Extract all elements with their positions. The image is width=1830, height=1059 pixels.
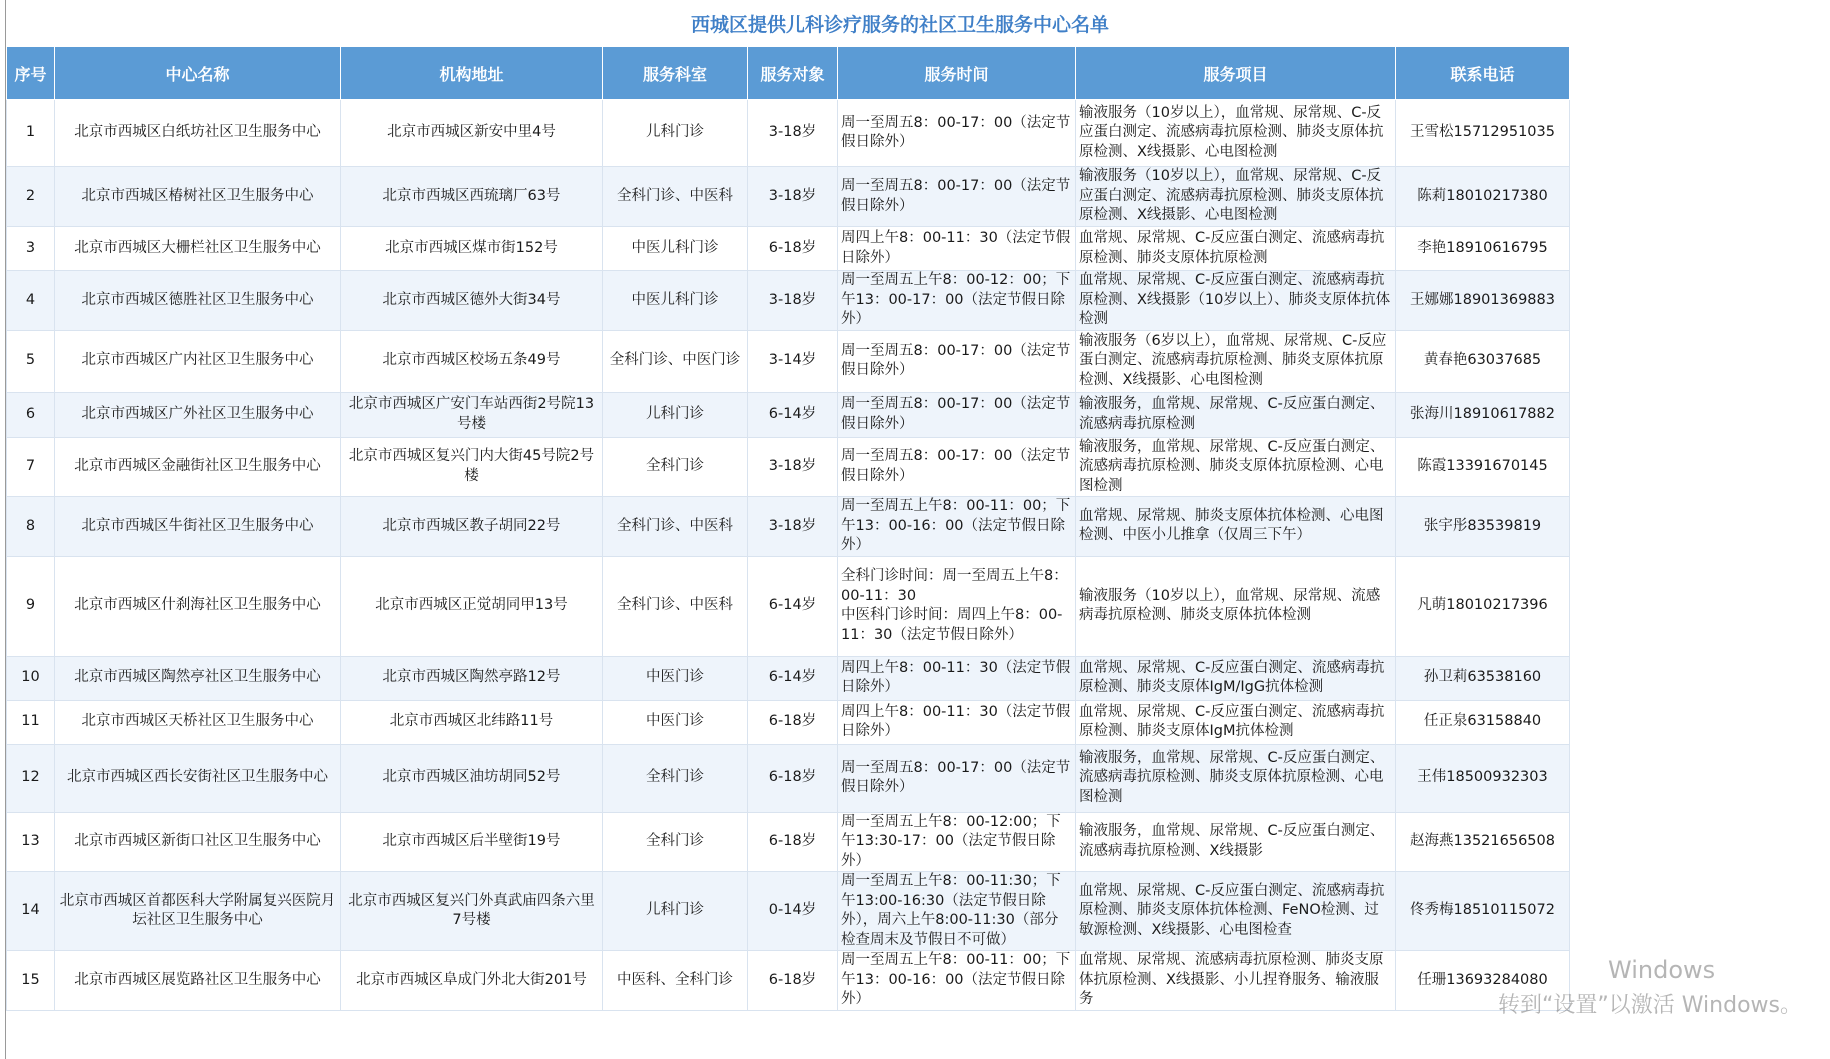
cell-time: 周四上午8：00-11：30（法定节假日除外） bbox=[838, 227, 1076, 271]
cell-dept: 中医门诊 bbox=[603, 656, 748, 700]
cell-phone: 张宇彤83539819 bbox=[1396, 497, 1570, 557]
cell-items: 血常规、尿常规、C-反应蛋白测定、流感病毒抗原检测、肺炎支原体IgM抗体检测 bbox=[1076, 700, 1396, 744]
page-title: 西城区提供儿科诊疗服务的社区卫生服务中心名单 bbox=[690, 13, 1109, 36]
table-row bbox=[7, 227, 1570, 271]
cell-address: 北京市西城区油坊胡同52号 bbox=[341, 744, 603, 812]
cell-phone: 凡萌18010217396 bbox=[1396, 556, 1570, 656]
header-target: 服务对象 bbox=[748, 47, 838, 100]
table-row bbox=[7, 744, 1570, 812]
cell-time: 周一至周五上午8：00-11：00；下午13：00-16：00（法定节假日除外） bbox=[838, 951, 1076, 1011]
cell-name: 北京市西城区德胜社区卫生服务中心 bbox=[55, 271, 341, 331]
cell-dept: 中医儿科门诊 bbox=[603, 227, 748, 271]
cell-target: 0-14岁 bbox=[748, 872, 838, 951]
cell-no: 15 bbox=[7, 951, 55, 1011]
cell-target: 6-18岁 bbox=[748, 744, 838, 812]
cell-address: 北京市西城区复兴门内大街45号院2号楼 bbox=[341, 437, 603, 497]
watermark-line1: Windows bbox=[1608, 956, 1716, 984]
cell-no: 11 bbox=[7, 700, 55, 744]
table-row bbox=[7, 437, 1570, 497]
header-phone: 联系电话 bbox=[1396, 47, 1570, 100]
cell-target: 3-18岁 bbox=[748, 271, 838, 331]
cell-name: 北京市西城区西长安街社区卫生服务中心 bbox=[55, 744, 341, 812]
cell-time: 周一至周五上午8：00-12:00；下午13:30-17：00（法定节假日除外） bbox=[838, 812, 1076, 872]
header-row bbox=[7, 47, 1570, 100]
cell-items: 输液服务，血常规、尿常规、C-反应蛋白测定、流感病毒抗原检测、肺炎支原体抗原检测、心电图检测 bbox=[1076, 437, 1396, 497]
cell-time: 周一至周五上午8：00-11：00；下午13：00-16：00（法定节假日除外） bbox=[838, 497, 1076, 557]
header-dept: 服务科室 bbox=[603, 47, 748, 100]
table-row bbox=[7, 167, 1570, 227]
header-items: 服务项目 bbox=[1076, 47, 1396, 100]
cell-target: 6-18岁 bbox=[748, 951, 838, 1011]
cell-dept: 儿科门诊 bbox=[603, 872, 748, 951]
cell-no: 13 bbox=[7, 812, 55, 872]
table-row bbox=[7, 872, 1570, 951]
cell-target: 3-14岁 bbox=[748, 330, 838, 392]
cell-target: 3-18岁 bbox=[748, 100, 838, 167]
cell-dept: 中医门诊 bbox=[603, 700, 748, 744]
cell-target: 3-18岁 bbox=[748, 167, 838, 227]
table-row bbox=[7, 700, 1570, 744]
cell-target: 6-18岁 bbox=[748, 700, 838, 744]
cell-no: 2 bbox=[7, 167, 55, 227]
cell-items: 血常规、尿常规、肺炎支原体抗体检测、心电图检测、中医小儿推拿（仅周三下午） bbox=[1076, 497, 1396, 557]
cell-items: 血常规、尿常规、C-反应蛋白测定、流感病毒抗原检测、肺炎支原体IgM/IgG抗体检测 bbox=[1076, 656, 1396, 700]
cell-phone: 任正泉63158840 bbox=[1396, 700, 1570, 744]
cell-dept: 中医科、全科门诊 bbox=[603, 951, 748, 1011]
table-row bbox=[7, 497, 1570, 557]
cell-items: 输液服务，血常规、尿常规、C-反应蛋白测定、流感病毒抗原检测、肺炎支原体抗原检测、心电图检测 bbox=[1076, 744, 1396, 812]
cell-name: 北京市西城区牛街社区卫生服务中心 bbox=[55, 497, 341, 557]
cell-name: 北京市西城区大栅栏社区卫生服务中心 bbox=[55, 227, 341, 271]
cell-phone: 王娜娜18901369883 bbox=[1396, 271, 1570, 331]
cell-address: 北京市西城区北纬路11号 bbox=[341, 700, 603, 744]
cell-items: 输液服务，血常规、尿常规、C-反应蛋白测定、流感病毒抗原检测、X线摄影 bbox=[1076, 812, 1396, 872]
cell-address: 北京市西城区广安门车站西街2号院13号楼 bbox=[341, 392, 603, 437]
cell-name: 北京市西城区天桥社区卫生服务中心 bbox=[55, 700, 341, 744]
cell-name: 北京市西城区金融街社区卫生服务中心 bbox=[55, 437, 341, 497]
cell-time: 周四上午8：00-11：30（法定节假日除外） bbox=[838, 700, 1076, 744]
cell-name: 北京市西城区椿树社区卫生服务中心 bbox=[55, 167, 341, 227]
cell-dept: 儿科门诊 bbox=[603, 392, 748, 437]
cell-address: 北京市西城区德外大街34号 bbox=[341, 271, 603, 331]
cell-time: 周一至周五8：00-17：00（法定节假日除外） bbox=[838, 330, 1076, 392]
cell-name: 北京市西城区首都医科大学附属复兴医院月坛社区卫生服务中心 bbox=[55, 872, 341, 951]
cell-name: 北京市西城区白纸坊社区卫生服务中心 bbox=[55, 100, 341, 167]
cell-address: 北京市西城区西琉璃厂63号 bbox=[341, 167, 603, 227]
cell-target: 6-14岁 bbox=[748, 556, 838, 656]
cell-phone: 赵海燕13521656508 bbox=[1396, 812, 1570, 872]
cell-items: 血常规、尿常规、流感病毒抗原检测、肺炎支原体抗原检测、X线摄影、小儿捏脊服务、输液服务 bbox=[1076, 951, 1396, 1011]
cell-address: 北京市西城区新安中里4号 bbox=[341, 100, 603, 167]
header-no: 序号 bbox=[7, 47, 55, 100]
cell-time: 周四上午8：00-11：30（法定节假日除外） bbox=[838, 656, 1076, 700]
cell-name: 北京市西城区展览路社区卫生服务中心 bbox=[55, 951, 341, 1011]
cell-phone: 张海川18910617882 bbox=[1396, 392, 1570, 437]
cell-address: 北京市西城区煤市街152号 bbox=[341, 227, 603, 271]
cell-time: 周一至周五8：00-17：00（法定节假日除外） bbox=[838, 167, 1076, 227]
cell-dept: 全科门诊 bbox=[603, 437, 748, 497]
cell-phone: 任珊13693284080 bbox=[1396, 951, 1570, 1011]
cell-name: 北京市西城区广外社区卫生服务中心 bbox=[55, 392, 341, 437]
cell-dept: 全科门诊 bbox=[603, 744, 748, 812]
cell-address: 北京市西城区校场五条49号 bbox=[341, 330, 603, 392]
cell-items: 输液服务（10岁以上），血常规、尿常规、C-反应蛋白测定、流感病毒抗原检测、肺炎支原体抗原检测、X线摄影、心电图检测 bbox=[1076, 100, 1396, 167]
cell-target: 3-18岁 bbox=[748, 497, 838, 557]
cell-target: 6-18岁 bbox=[748, 227, 838, 271]
cell-address: 北京市西城区陶然亭路12号 bbox=[341, 656, 603, 700]
table-row bbox=[7, 271, 1570, 331]
title-bar bbox=[0, 0, 1830, 46]
cell-no: 6 bbox=[7, 392, 55, 437]
cell-address: 北京市西城区正觉胡同甲13号 bbox=[341, 556, 603, 656]
cell-dept: 全科门诊、中医门诊 bbox=[603, 330, 748, 392]
cell-items: 血常规、尿常规、C-反应蛋白测定、流感病毒抗原检测、肺炎支原体抗原检测 bbox=[1076, 227, 1396, 271]
cell-items: 输液服务（10岁以上），血常规、尿常规、流感病毒抗原检测、肺炎支原体抗体检测 bbox=[1076, 556, 1396, 656]
cell-dept: 全科门诊 bbox=[603, 812, 748, 872]
cell-no: 5 bbox=[7, 330, 55, 392]
table-row bbox=[7, 812, 1570, 872]
cell-name: 北京市西城区广内社区卫生服务中心 bbox=[55, 330, 341, 392]
cell-time: 周一至周五8：00-17：00（法定节假日除外） bbox=[838, 744, 1076, 812]
clinic-table bbox=[6, 46, 1570, 1011]
cell-no: 3 bbox=[7, 227, 55, 271]
table-row bbox=[7, 100, 1570, 167]
cell-address: 北京市西城区教子胡同22号 bbox=[341, 497, 603, 557]
table-row bbox=[7, 556, 1570, 656]
cell-no: 4 bbox=[7, 271, 55, 331]
cell-no: 10 bbox=[7, 656, 55, 700]
cell-dept: 全科门诊、中医科 bbox=[603, 497, 748, 557]
cell-phone: 孙卫莉63538160 bbox=[1396, 656, 1570, 700]
cell-time: 周一至周五8：00-17：00（法定节假日除外） bbox=[838, 100, 1076, 167]
table-row bbox=[7, 392, 1570, 437]
cell-target: 3-18岁 bbox=[748, 437, 838, 497]
header-address: 机构地址 bbox=[341, 47, 603, 100]
header-time: 服务时间 bbox=[838, 47, 1076, 100]
cell-dept: 全科门诊、中医科 bbox=[603, 556, 748, 656]
cell-dept: 中医儿科门诊 bbox=[603, 271, 748, 331]
cell-phone: 王雪松15712951035 bbox=[1396, 100, 1570, 167]
cell-no: 12 bbox=[7, 744, 55, 812]
cell-phone: 佟秀梅18510115072 bbox=[1396, 872, 1570, 951]
cell-dept: 儿科门诊 bbox=[603, 100, 748, 167]
cell-target: 6-14岁 bbox=[748, 656, 838, 700]
header-name: 中心名称 bbox=[55, 47, 341, 100]
cell-address: 北京市西城区复兴门外真武庙四条六里7号楼 bbox=[341, 872, 603, 951]
cell-time: 周一至周五上午8：00-11:30；下午13:00-16:30（法定节假日除外），周六上午8:00-11:30（部分检查周末及节假日不可做） bbox=[838, 872, 1076, 951]
watermark-line2: 转到“设置”以激活 Windows。 bbox=[1498, 993, 1802, 1018]
cell-phone: 陈霞13391670145 bbox=[1396, 437, 1570, 497]
cell-phone: 李艳18910616795 bbox=[1396, 227, 1570, 271]
cell-name: 北京市西城区新街口社区卫生服务中心 bbox=[55, 812, 341, 872]
cell-no: 7 bbox=[7, 437, 55, 497]
cell-target: 6-14岁 bbox=[748, 392, 838, 437]
cell-items: 血常规、尿常规、C-反应蛋白测定、流感病毒抗原检测、X线摄影（10岁以上）、肺炎支原体抗体检测 bbox=[1076, 271, 1396, 331]
cell-items: 输液服务，血常规、尿常规、C-反应蛋白测定、流感病毒抗原检测 bbox=[1076, 392, 1396, 437]
table-row bbox=[7, 330, 1570, 392]
cell-address: 北京市西城区阜成门外北大街201号 bbox=[341, 951, 603, 1011]
cell-items: 血常规、尿常规、C-反应蛋白测定、流感病毒抗原检测、肺炎支原体抗体检测、FeNO检测、过敏源检测、X线摄影、心电图检查 bbox=[1076, 872, 1396, 951]
cell-address: 北京市西城区后半壁街19号 bbox=[341, 812, 603, 872]
cell-items: 输液服务（10岁以上），血常规、尿常规、C-反应蛋白测定、流感病毒抗原检测、肺炎支原体抗原检测、X线摄影、心电图检测 bbox=[1076, 167, 1396, 227]
cell-name: 北京市西城区陶然亭社区卫生服务中心 bbox=[55, 656, 341, 700]
cell-target: 6-18岁 bbox=[748, 812, 838, 872]
cell-phone: 王伟18500932303 bbox=[1396, 744, 1570, 812]
cell-no: 8 bbox=[7, 497, 55, 557]
cell-phone: 黄春艳63037685 bbox=[1396, 330, 1570, 392]
cell-time: 周一至周五上午8：00-12：00；下午13：00-17：00（法定节假日除外） bbox=[838, 271, 1076, 331]
cell-items: 输液服务（6岁以上），血常规、尿常规、C-反应蛋白测定、流感病毒抗原检测、肺炎支原体抗原检测、X线摄影、心电图检测 bbox=[1076, 330, 1396, 392]
cell-time: 全科门诊时间：周一至周五上午8：00-11：30 中医科门诊时间：周四上午8：00-11：30（法定节假日除外） bbox=[838, 556, 1076, 656]
cell-phone: 陈莉18010217380 bbox=[1396, 167, 1570, 227]
cell-no: 14 bbox=[7, 872, 55, 951]
cell-no: 1 bbox=[7, 100, 55, 167]
cell-no: 9 bbox=[7, 556, 55, 656]
cell-time: 周一至周五8：00-17：00（法定节假日除外） bbox=[838, 392, 1076, 437]
cell-name: 北京市西城区什刹海社区卫生服务中心 bbox=[55, 556, 341, 656]
cell-dept: 全科门诊、中医科 bbox=[603, 167, 748, 227]
cell-time: 周一至周五8：00-17：00（法定节假日除外） bbox=[838, 437, 1076, 497]
table-row bbox=[7, 951, 1570, 1011]
table-row bbox=[7, 656, 1570, 700]
